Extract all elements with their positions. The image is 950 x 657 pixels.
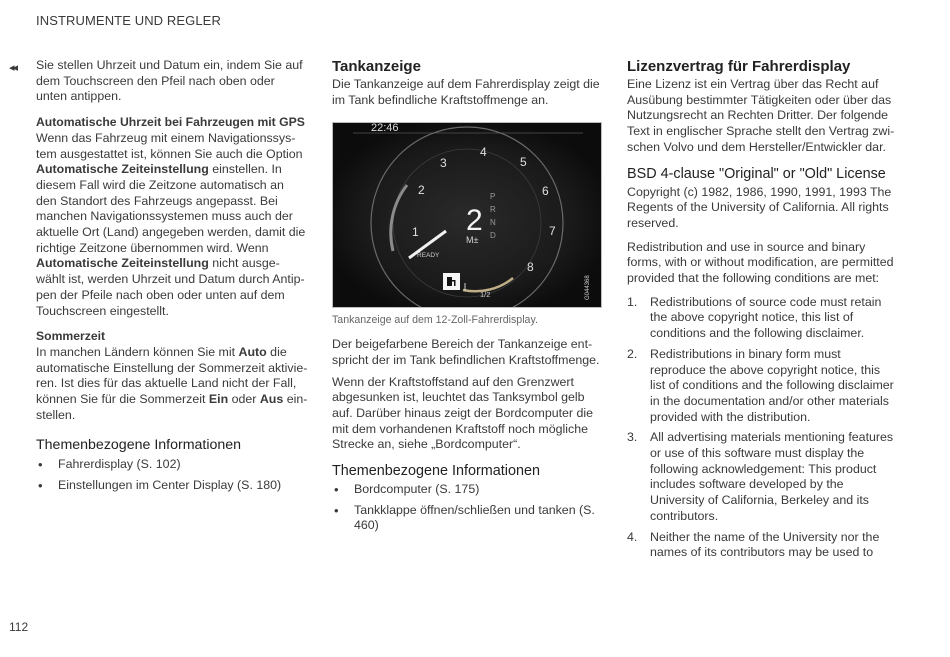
page-number: 112: [9, 620, 29, 634]
section-title-license: Lizenzvertrag für Fahrerdisplay: [627, 58, 851, 75]
prnd-d: D: [490, 231, 496, 241]
driver-display-image: [332, 122, 602, 308]
redistribution-text: Redistribution and use in source and binary forms, with or without modification, are permitted provided that the following conditions are met:: [627, 239, 894, 286]
summer-oder: oder: [228, 392, 260, 407]
tick-2: 2: [418, 183, 425, 198]
related-link[interactable]: • Einstellungen im Center Display (S. 180): [36, 478, 308, 494]
tick-5: 5: [520, 155, 527, 170]
summer-text-2: die automatische Einstellung der Sommerzeit aktivie-ren. Ist dies für das aktuelle Land nicht der Fall, können Sie für die Sommerzeit: [36, 344, 308, 407]
condition-number: 1.: [627, 294, 638, 309]
condition-text: Redistributions of source code must retain the above copyright notice, this list of conditions and the following disclaimer.: [650, 294, 882, 341]
bsd-heading: BSD 4-clause "Original" or "Old" License: [627, 165, 886, 182]
prnd-r: R: [490, 205, 496, 215]
condition-text: All advertising materials mentioning features or use of this software must display the following acknowledgement: This product includes software developed by the University of California, Berkeley and its contributors.: [650, 430, 894, 523]
condition-item: [627, 530, 897, 561]
prnd-n: N: [490, 218, 496, 228]
image-code: G044368: [585, 275, 591, 301]
gps-text-3: nicht ausge-wählt ist, werden Uhrzeit und Datum durch Antip-pen der Pfeile nach oben oder unten auf dem Touchscreen eingestellt.: [36, 256, 305, 318]
copyright-text: Copyright (c) 1982, 1986, 1990, 1991, 1993 The Regents of the University of California. All rights reserved.: [627, 184, 892, 230]
tick-7: 7: [549, 224, 556, 239]
ready-label: READY: [417, 252, 440, 260]
related-list-middle: [332, 482, 604, 534]
conditions-list: [627, 295, 897, 561]
condition-number: 3.: [627, 430, 638, 445]
condition-item: [627, 295, 897, 342]
tick-8: 8: [527, 260, 534, 275]
option-auto: Auto: [238, 344, 267, 359]
continuation-marker-icon: ◂◂: [9, 62, 17, 74]
condition-text: Neither the name of the University nor the names of its contributors may be used to: [650, 529, 880, 560]
related-list-left: [36, 457, 308, 493]
option-auto-time-1: Automatische Zeiteinstellung: [36, 162, 209, 177]
related-link[interactable]: • Fahrerdisplay (S. 102): [36, 457, 308, 473]
tick-1: 1: [412, 225, 419, 240]
display-time: 22:46: [371, 123, 399, 135]
fuel-intro: Die Tankanzeige auf dem Fahrerdisplay zeigt die im Tank befindliche Kraftstoffmenge an.: [332, 77, 600, 107]
intro-paragraph: Sie stellen Uhrzeit und Datum ein, indem Sie auf dem Touchscreen den Pfeil nach oben oder unten antippen.: [36, 58, 303, 104]
tick-4: 4: [480, 145, 487, 160]
condition-number: 4.: [627, 529, 638, 544]
license-intro: Eine Lizenz ist ein Vertrag über das Recht auf Ausübung bestimmter Tätigkeiten oder über das Nutzungsrecht an Rechten Dritter. Der folgende Text in englischer Sprache stellt den Vertrag zwi-schen Volvo und dem Hersteller/Entwickler dar.: [627, 77, 895, 154]
related-heading-left: Themenbezogene Informationen: [36, 437, 242, 454]
summer-heading: Sommerzeit: [36, 329, 106, 344]
gps-heading: Automatische Uhrzeit bei Fahrzeugen mit GPS: [36, 115, 305, 130]
option-ein: Ein: [208, 392, 229, 407]
column-middle: [332, 58, 604, 539]
option-auto-time-2: Automatische Zeiteinstellung: [36, 256, 209, 271]
gear-number: 2: [466, 204, 483, 238]
condition-item: [627, 347, 897, 426]
gps-text-2: einstellen. In diesem Fall wird die Zeitzone automatisch an den Standort des Fahrzeugs angepasst. Bei manchen Navigationssystemen muss auch der aktuelle Ort (Land) angegeben werden, damit die richtige Zeitzone übernommen wird. Wenn: [36, 162, 306, 255]
column-left: [36, 58, 308, 499]
option-aus: Aus: [259, 392, 284, 407]
summer-text-1: In manchen Ländern können Sie mit: [36, 344, 239, 359]
condition-item: [627, 430, 897, 524]
condition-text: Redistributions in binary form must reproduce the above copyright notice, this list of conditions and the following disclaimer in the documentation and/or other materials provided with the distribution.: [650, 346, 894, 424]
fuel-half-label: 1/2: [480, 290, 491, 300]
column-right: [627, 58, 897, 566]
related-heading-middle: Themenbezogene Informationen: [332, 463, 541, 480]
gps-paragraph: [36, 131, 308, 319]
tick-6: 6: [542, 184, 549, 199]
summer-paragraph: [36, 345, 308, 424]
related-link[interactable]: • Tankklappe öffnen/schließen und tanken (S. 460): [332, 503, 604, 534]
prnd-p: P: [490, 192, 496, 202]
related-link[interactable]: • Bordcomputer (S. 175): [332, 482, 604, 498]
figure-caption: Tankanzeige auf dem 12-Zoll-Fahrerdisplay.: [332, 314, 538, 327]
section-title-fuel-gauge: Tankanzeige: [332, 58, 421, 75]
fuel-paragraph-1: Der beigefarbene Bereich der Tankanzeige ent-spricht der im Tank befindlichen Kraftstoffmenge.: [332, 337, 600, 367]
fuel-paragraph-2: Wenn der Kraftstoffstand auf den Grenzwert abgesunken ist, leuchtet das Tanksymbol gelb auf. Darüber hinaus zeigt der Bordcomputer die mit dem vorhandenen Kraftstoff noch mögliche Strecke an, siehe „Bordcomputer“.: [332, 374, 594, 452]
driver-display-illustration: [333, 123, 601, 307]
summer-text-3: ein-stellen.: [36, 392, 308, 422]
gps-text-1: Wenn das Fahrzeug mit einem Navigationssys-tem ausgestattet ist, können Sie auch die Option: [36, 130, 303, 161]
condition-number: 2.: [627, 346, 638, 361]
tick-3: 3: [440, 156, 447, 171]
page-header: INSTRUMENTE UND REGLER: [36, 13, 221, 28]
gear-mode: M±: [466, 235, 479, 246]
